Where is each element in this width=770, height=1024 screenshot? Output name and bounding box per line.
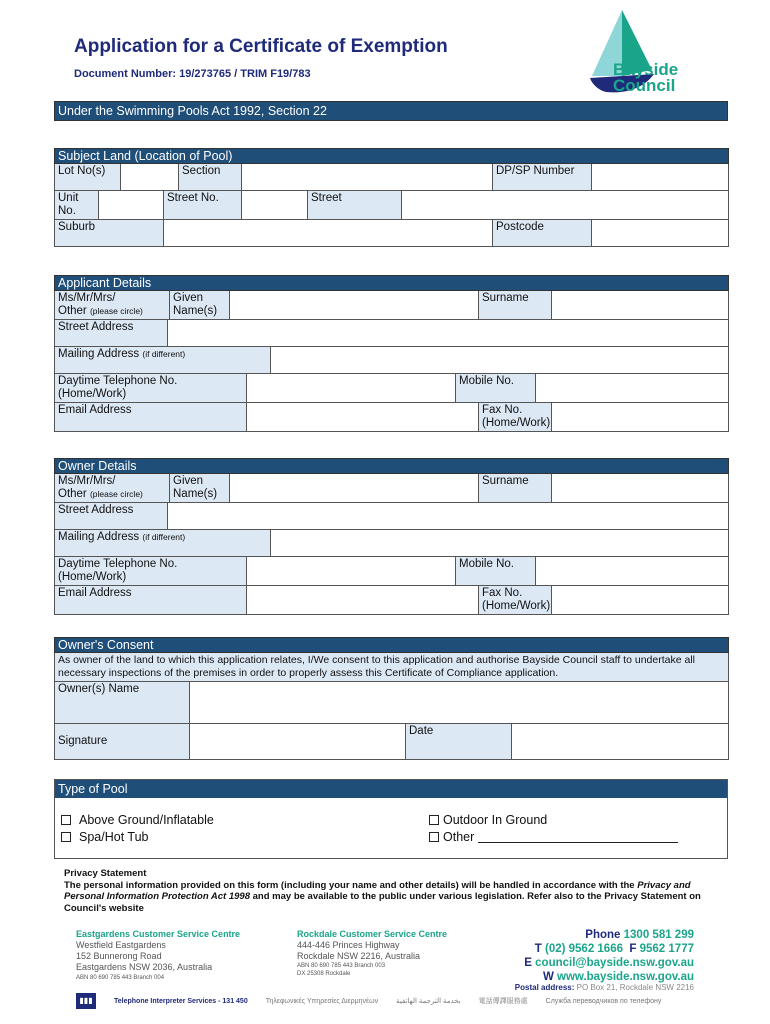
- mobile-label: Mobile No.: [456, 374, 536, 403]
- street-label: Street: [308, 191, 402, 220]
- mailing-address-input[interactable]: [271, 347, 729, 374]
- surname-label: Surname: [479, 474, 552, 503]
- phone-label: Daytime Telephone No. (Home/Work): [55, 557, 247, 586]
- contact-details: Phone 1300 581 299 T (02) 9562 1666 F 9562 1777 E council@bayside.nsw.gov.au W www.bayside.nsw.gov.au: [524, 929, 694, 983]
- section-header: Owner's Consent: [55, 638, 729, 653]
- given-name-input[interactable]: [230, 291, 479, 320]
- unit-label: Unit No.: [55, 191, 99, 220]
- mobile-input[interactable]: [536, 374, 729, 403]
- street-address-label: Street Address: [55, 503, 168, 530]
- section-input[interactable]: [242, 164, 493, 191]
- email-link[interactable]: council@bayside.nsw.gov.au: [535, 957, 694, 969]
- subject-land-section: [54, 148, 729, 247]
- checkbox-icon[interactable]: [61, 815, 71, 825]
- email-label: Email Address: [55, 586, 247, 615]
- email-input[interactable]: [247, 403, 479, 432]
- date-input[interactable]: [512, 724, 729, 760]
- privacy-act: Privacy and Personal Information Protection Act 1998: [64, 879, 691, 902]
- section-header: Type of Pool: [55, 780, 727, 798]
- act-banner: Under the Swimming Pools Act 1992, Section 22: [54, 101, 728, 121]
- signature-label: Signature: [55, 724, 190, 760]
- applicant-details-section: [54, 275, 729, 432]
- suburb-input[interactable]: [164, 220, 493, 247]
- signature-input[interactable]: [190, 724, 406, 760]
- street-address-input[interactable]: [168, 503, 729, 530]
- pool-type-section: [54, 779, 728, 859]
- phone-input[interactable]: [247, 557, 456, 586]
- fax-input[interactable]: [552, 403, 729, 432]
- owner-name-label: Owner(s) Name: [55, 682, 190, 724]
- owner-details-section: [54, 458, 729, 615]
- title-label: Ms/Mr/Mrs/ Other (please circle): [55, 474, 170, 503]
- section-header: Applicant Details: [55, 276, 729, 291]
- street-address-input[interactable]: [168, 320, 729, 347]
- surname-label: Surname: [479, 291, 552, 320]
- eastgardens-centre: Eastgardens Customer Service Centre Westfield Eastgardens 152 Bunnerong Road Eastgardens NSW 2036, Australia ABN 80 690 785 443 Branch 004: [76, 929, 241, 981]
- title-label: Ms/Mr/Mrs/ Other (please circle): [55, 291, 170, 320]
- lot-label: Lot No(s): [55, 164, 121, 191]
- logo-wordmark: Bayside Council: [613, 60, 679, 95]
- document-number: Document Number: 19/273765 / TRIM F19/783: [74, 68, 311, 80]
- interpreter-services-bar: ▮▮▮ Telephone Interpreter Services - 131 450 Τηλεφωνικές Υπηρεσίες Διερμηνέων بخدمة الترجمة الهاتفية 電話傳譯服務處 Служба переводчиков по телефону: [76, 993, 726, 1009]
- checkbox-icon[interactable]: [61, 832, 71, 842]
- mailing-address-label: Mailing Address (if different): [55, 347, 271, 374]
- consent-text: As owner of the land to which this application relates, I/We consent to this application and authorise Bayside Council staff to undertake all necessary inspections of the premises in order to properly assess this Certificate of Compliance application.: [55, 653, 729, 682]
- interpreter-icon: ▮▮▮: [76, 993, 96, 1009]
- dp-sp-label: DP/SP Number: [493, 164, 592, 191]
- option-outdoor-in-ground[interactable]: Outdoor In Ground: [429, 813, 547, 827]
- owners-consent-section: [54, 637, 729, 760]
- mobile-input[interactable]: [536, 557, 729, 586]
- option-above-ground[interactable]: Above Ground/Inflatable: [61, 813, 214, 827]
- postcode-label: Postcode: [493, 220, 592, 247]
- surname-input[interactable]: [552, 474, 729, 503]
- other-input-line[interactable]: [478, 831, 678, 843]
- given-name-label: Given Name(s): [170, 474, 230, 503]
- rockdale-centre: Rockdale Customer Service Centre 444-446 Princes Highway Rockdale NSW 2216, Australia ABN 80 690 785 443 Branch 003 DX 25308 Rockdale: [297, 929, 448, 977]
- option-other[interactable]: Other: [429, 830, 678, 844]
- privacy-statement: Privacy Statement The personal information provided on this form (including your name and other details) will be handled in accordance with the Privacy and Personal Information Protection Act 1998 and may be available to the public under various legislation. Refer also to the Privacy Statement on Council's website: [64, 868, 714, 914]
- section-label: Section: [179, 164, 242, 191]
- email-input[interactable]: [247, 586, 479, 615]
- fax-input[interactable]: [552, 586, 729, 615]
- phone-input[interactable]: [247, 374, 456, 403]
- email-label: Email Address: [55, 403, 247, 432]
- surname-input[interactable]: [552, 291, 729, 320]
- mailing-address-input[interactable]: [271, 530, 729, 557]
- street-no-label: Street No.: [164, 191, 242, 220]
- section-header: Owner Details: [55, 459, 729, 474]
- postal-address: Postal address: PO Box 21, Rockdale NSW 2216: [514, 983, 694, 992]
- street-address-label: Street Address: [55, 320, 168, 347]
- given-name-label: Given Name(s): [170, 291, 230, 320]
- suburb-label: Suburb: [55, 220, 164, 247]
- owner-name-input[interactable]: [190, 682, 729, 724]
- mailing-address-label: Mailing Address (if different): [55, 530, 271, 557]
- checkbox-icon[interactable]: [429, 832, 439, 842]
- lot-input[interactable]: [121, 164, 179, 191]
- page-title: Application for a Certificate of Exemption: [74, 36, 448, 57]
- unit-input[interactable]: [99, 191, 164, 220]
- website-link[interactable]: www.bayside.nsw.gov.au: [557, 971, 694, 983]
- section-header: Subject Land (Location of Pool): [55, 149, 729, 164]
- given-name-input[interactable]: [230, 474, 479, 503]
- checkbox-icon[interactable]: [429, 815, 439, 825]
- postcode-input[interactable]: [592, 220, 729, 247]
- date-label: Date: [406, 724, 512, 760]
- option-spa-hot-tub[interactable]: Spa/Hot Tub: [61, 830, 149, 844]
- fax-label: Fax No. (Home/Work): [479, 403, 552, 432]
- fax-label: Fax No. (Home/Work): [479, 586, 552, 615]
- street-no-input[interactable]: [242, 191, 308, 220]
- dp-sp-input[interactable]: [592, 164, 729, 191]
- mobile-label: Mobile No.: [456, 557, 536, 586]
- phone-label: Daytime Telephone No. (Home/Work): [55, 374, 247, 403]
- privacy-heading: Privacy Statement: [64, 868, 147, 879]
- street-input[interactable]: [402, 191, 729, 220]
